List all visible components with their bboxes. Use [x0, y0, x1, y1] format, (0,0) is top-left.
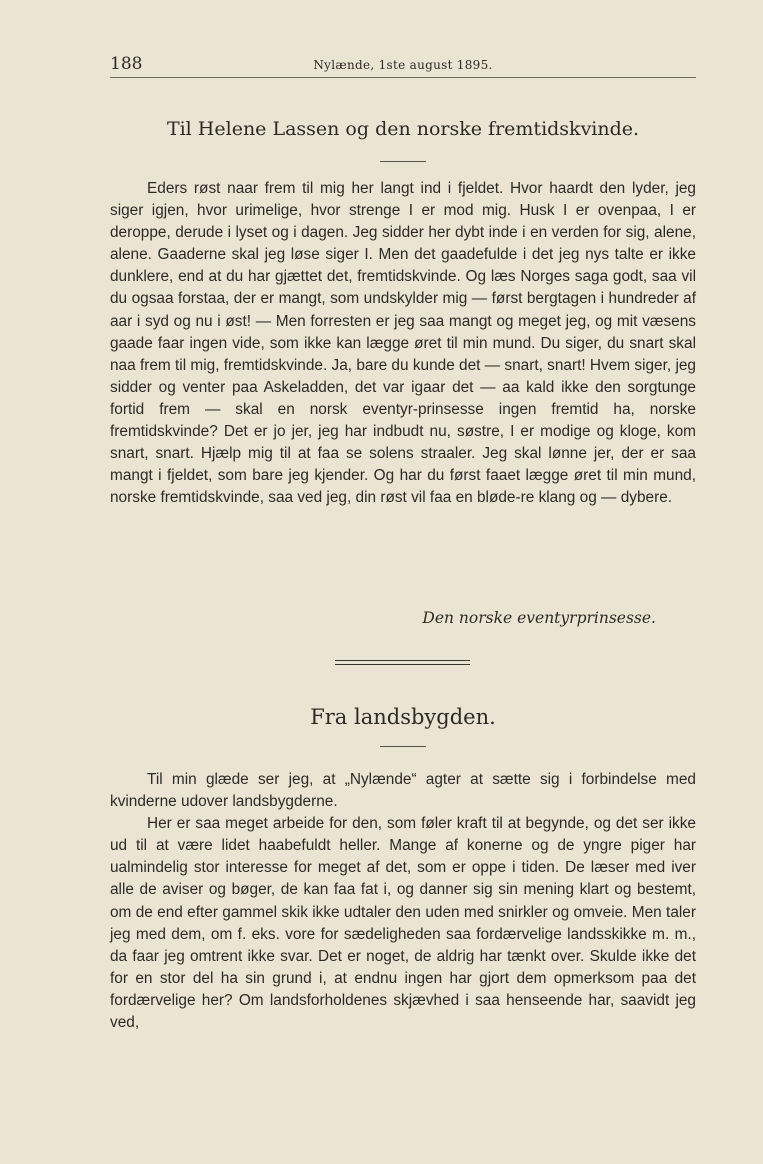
article-paragraph: Eders røst naar frem til mig her langt ind i fjeldet. Hvor haardt den lyder, jeg siger igjen, hvor urimelige, hvor strenge I er mod mig. Husk I er ovenpaa, I er deroppe, derude i lyset og i dagen. Jeg sidder her dybt inde i en verden for sig, alene, alene. Gaaderne skal jeg løse siger I. Men det gaadefulde i det jeg nys talte er ikke dunklere, end at du har gjættet det, fremtidskvinde. Og læs Norges saga godt, saa vil du ogsaa forstaa, der er mangt, som undskylder mig — først bergtagen i hundreder af aar i syd og nu i øst! — Men forresten er jeg saa mangt og meget jeg, og mit væsens gaade faar ingen vide, som ikke kan lægge øret til min mund. Du siger, du snart skal naa frem til mig, fremtidskvinde. Ja, bare du kunde det — snart, snart! Hvem siger, jeg sidder og venter paa Askeladden, det var igaar det — aa kald ikke den sorgtunge fortid frem — skal en norsk eventyr-prinsesse ingen fremtid ha, norske fremtidskvinde? Det er jo jer, jeg har indbudt nu, søstre, I er modige og kloge, kom snart, snart. Hjælp mig til at faa se solens straaler. Jeg skal lønne jer, der er saa mangt i fjeldet, som bare jeg kjender. Og har du først faaet lægge øret til min mund, norske fremtidskvinde, saa ved jeg, din røst vil faa en bløde-re klang og — dybere. — [110, 180, 696, 507]
section-paragraph: Til min glæde ser jeg, at „Nylænde“ agter at sætte sig i forbindelse med kvinderne udover landsbygderne. — [110, 771, 696, 811]
page-number: 188 — [110, 54, 143, 74]
header-rule — [110, 77, 696, 78]
signature: Den norske eventyrprinsesse. — [422, 609, 656, 627]
article-body — [110, 178, 696, 509]
running-head: Nylænde, 1ste august 1895. — [313, 58, 493, 72]
article-title: Til Helene Lassen og den norske fremtidskvinde. — [166, 118, 640, 140]
section-paragraph: Her er saa meget arbeide for den, som føler kraft til at begynde, og det ser ikke ud til at være lidet haabefuldt heller. Mange af konerne og de yngre piger har ualmindelig stor interesse for meget af det, som er oppe i tiden. De læser med iver alle de aviser og bøger, de kan faa fat i, og danner sig sin mening klart og bestemt, om de end efter gammel skik ikke udtaler den uden med snirkler og omveie. Men taler jeg med dem, om f. eks. vore for sædeligheden saa fordærvelige landsskikke m. m., da faar jeg omtrent ikke svar. Det er noget, de aldrig har tænkt over. Skulde ikke det for en stor del ha sin grund i, at endnu ingen har gjort dem opmerksom paa det fordærvelige her? Om landsforholdenes skjævhed i saa henseende har, saavidt jeg ved, — [110, 815, 696, 1032]
title-divider — [380, 746, 426, 747]
page-header — [110, 52, 696, 76]
section-title: Fra landsbygden. — [310, 705, 496, 729]
section-divider — [335, 660, 470, 665]
title-divider — [380, 161, 426, 162]
section-body — [110, 769, 696, 1034]
